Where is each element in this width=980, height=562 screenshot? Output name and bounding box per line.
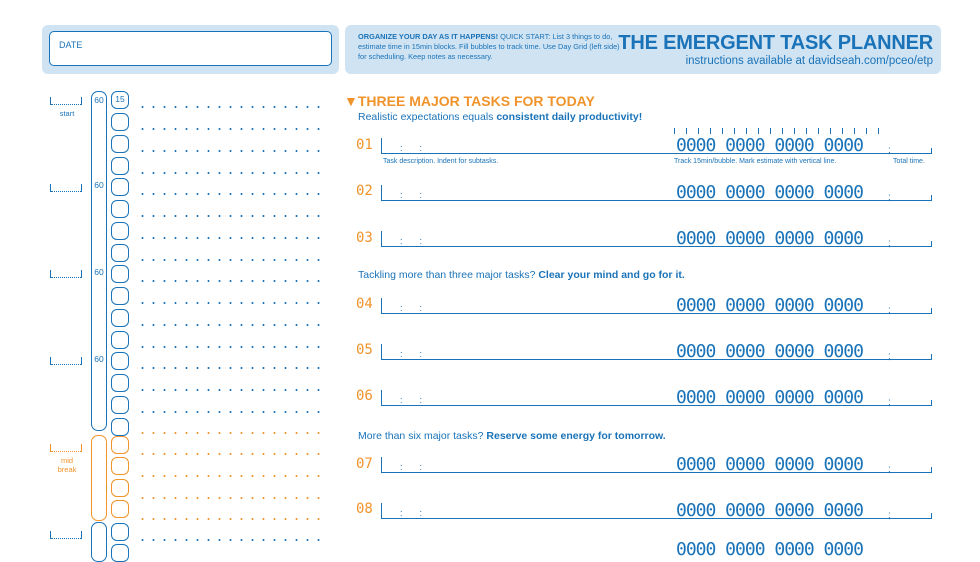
page-title: THE EMERGENT TASK PLANNER [618,32,933,54]
schedule-row[interactable] [137,106,327,108]
time-bubbles[interactable]: 0000 0000 0000 0000 [676,387,863,408]
total-marker: ; [888,397,891,408]
estimate-ticks [674,128,884,134]
subtask-colons: :: [400,143,440,153]
task-description-field[interactable] [381,457,677,473]
note-six-bold: Reserve some energy for tomorrow. [486,430,666,442]
schedule-row[interactable] [137,539,327,541]
quick-start-body: QUICK START: List 3 things to do, estimate time in 15min blocks. Fill bubbles to track time. Use Day Grid (left side) for scheduling. Keep notes as necessary. [358,32,620,61]
hour-marker[interactable] [50,184,82,192]
schedule-row[interactable] [137,411,327,413]
break-bubble[interactable] [111,457,129,475]
schedule-row[interactable] [137,346,327,348]
time-bubble[interactable] [111,91,129,109]
hour-marker[interactable] [50,444,82,452]
total-marker: ; [888,510,891,521]
task-description-field[interactable] [381,344,677,360]
instructions-link[interactable]: instructions available at davidseah.com/pceo/etp [685,55,933,67]
subtask-colons: :: [400,303,440,313]
tasks-heading: ▼THREE MAJOR TASKS FOR TODAY [344,93,595,109]
task-time-track[interactable] [674,296,932,314]
task-row-partial[interactable] [674,539,932,560]
bubble-15: 15 [115,94,125,104]
task-time-track[interactable] [674,183,932,201]
hint-description: Task description. Indent for subtasks. [383,158,499,165]
schedule-row[interactable] [137,150,327,152]
total-marker: ; [888,351,891,362]
schedule-row[interactable] [137,215,327,217]
time-bubbles[interactable]: 0000 0000 0000 0000 [676,454,863,475]
rail-60: 60 [94,354,104,364]
time-bubbles[interactable]: 0000 0000 0000 0000 [676,341,863,362]
schedule-row[interactable] [137,302,327,304]
track-end [931,241,932,246]
task-description-field[interactable] [381,231,677,247]
task-number: 05 [356,342,373,358]
subtask-colons: :: [400,236,440,246]
task-time-track[interactable] [674,136,932,154]
mid-label-line1: mid [60,456,74,465]
break-row[interactable] [137,432,327,434]
day-grid [0,0,340,548]
total-marker: ; [888,192,891,203]
time-bubble[interactable] [111,544,129,562]
note-realistic [358,111,642,123]
total-marker: ; [888,145,891,156]
time-bubble[interactable] [111,135,129,153]
schedule-row[interactable] [137,172,327,174]
hour-rail[interactable] [91,522,107,562]
time-bubble[interactable] [111,157,129,175]
time-bubble[interactable] [111,222,129,240]
task-description-field[interactable] [381,185,677,201]
time-bubbles[interactable]: 0000 0000 0000 0000 [676,500,863,521]
hour-marker[interactable] [50,357,82,365]
track-end [931,308,932,313]
hour-rail[interactable] [91,91,107,431]
note-six-tasks [358,430,666,442]
rail-60: 60 [94,267,104,277]
subtask-colons: :: [400,395,440,405]
rail-60: 60 [94,180,104,190]
time-bubbles[interactable]: 0000 0000 0000 0000 [676,295,863,316]
time-bubbles[interactable]: 0000 0000 0000 0000 [676,228,863,249]
total-marker: ; [888,464,891,475]
break-row[interactable] [137,497,327,499]
hour-marker[interactable] [50,531,82,539]
track-end [931,148,932,153]
track-end [931,354,932,359]
task-number: 07 [356,456,373,472]
date-label: DATE [59,40,83,50]
note-realistic-plain: Realistic expectations equals [358,111,497,123]
mid-label-line2: break [57,465,77,474]
time-bubble[interactable] [111,331,129,349]
time-bubble[interactable] [111,200,129,218]
break-row[interactable] [137,518,327,520]
time-bubble[interactable] [111,523,129,541]
hint-track: Track 15min/bubble. Mark estimate with vertical line. [674,158,837,165]
time-bubble[interactable] [111,178,129,196]
subtask-colons: :: [400,508,440,518]
time-bubble[interactable] [111,374,129,392]
note-realistic-bold: consistent daily productivity! [496,111,643,123]
task-time-track[interactable] [674,455,932,473]
schedule-row[interactable] [137,367,327,369]
total-marker: ; [888,305,891,316]
subtask-colons: :: [400,190,440,200]
task-number: 04 [356,296,373,312]
time-bubble[interactable] [111,287,129,305]
time-bubble[interactable] [111,113,129,131]
note-more-tasks [358,269,685,281]
schedule-row[interactable] [137,128,327,130]
time-bubbles[interactable]: 0000 0000 0000 0000 [676,182,863,203]
track-end [931,400,932,405]
schedule-row[interactable] [137,259,327,261]
task-time-track[interactable] [674,388,932,406]
task-number: 06 [356,388,373,404]
time-bubbles[interactable]: 0000 0000 0000 0000 [676,135,863,156]
subtask-colons: :: [400,349,440,359]
track-end [931,513,932,518]
schedule-row[interactable] [137,193,327,195]
schedule-row[interactable] [137,280,327,282]
task-description-field[interactable] [381,298,677,314]
schedule-row[interactable] [137,389,327,391]
start-label: start [59,109,75,118]
hour-marker[interactable] [50,97,82,105]
time-bubble[interactable] [111,244,129,262]
break-bubble[interactable] [111,500,129,518]
schedule-row[interactable] [137,324,327,326]
total-marker: ; [888,238,891,249]
note-six-plain: More than six major tasks? [358,430,487,442]
track-end [931,195,932,200]
task-time-track[interactable] [674,229,932,247]
task-time-track[interactable] [674,342,932,360]
break-bubble[interactable] [111,436,129,454]
time-bubble[interactable] [111,352,129,370]
task-number: 08 [356,501,373,517]
hint-total: Total time. [893,158,925,165]
time-bubble[interactable] [111,309,129,327]
hour-marker[interactable] [50,270,82,278]
time-bubble[interactable] [111,265,129,283]
task-number: 01 [356,137,373,153]
break-row[interactable] [137,453,327,455]
quick-start-text [358,32,626,62]
break-rail[interactable] [91,435,107,521]
task-number: 02 [356,183,373,199]
break-row[interactable] [137,475,327,477]
mid-label [48,456,86,474]
time-bubble[interactable] [111,396,129,414]
task-description-field[interactable] [381,390,677,406]
quick-start-bold: ORGANIZE YOUR DAY AS IT HAPPENS! [358,32,499,41]
break-bubble[interactable] [111,479,129,497]
time-bubble[interactable] [111,418,129,436]
task-number: 03 [356,230,373,246]
task-time-track[interactable] [674,501,932,519]
note-more-plain: Tackling more than three major tasks? [358,269,539,281]
track-end [931,467,932,472]
task-description-field[interactable] [381,503,677,519]
schedule-row[interactable] [137,237,327,239]
note-more-bold: Clear your mind and go for it. [538,269,685,281]
info-panel [345,25,941,74]
rail-60-top: 60 [94,95,104,105]
time-bubbles[interactable]: 0000 0000 0000 0000 [676,539,863,560]
subtask-colons: :: [400,462,440,472]
task-description-field[interactable] [381,138,677,154]
